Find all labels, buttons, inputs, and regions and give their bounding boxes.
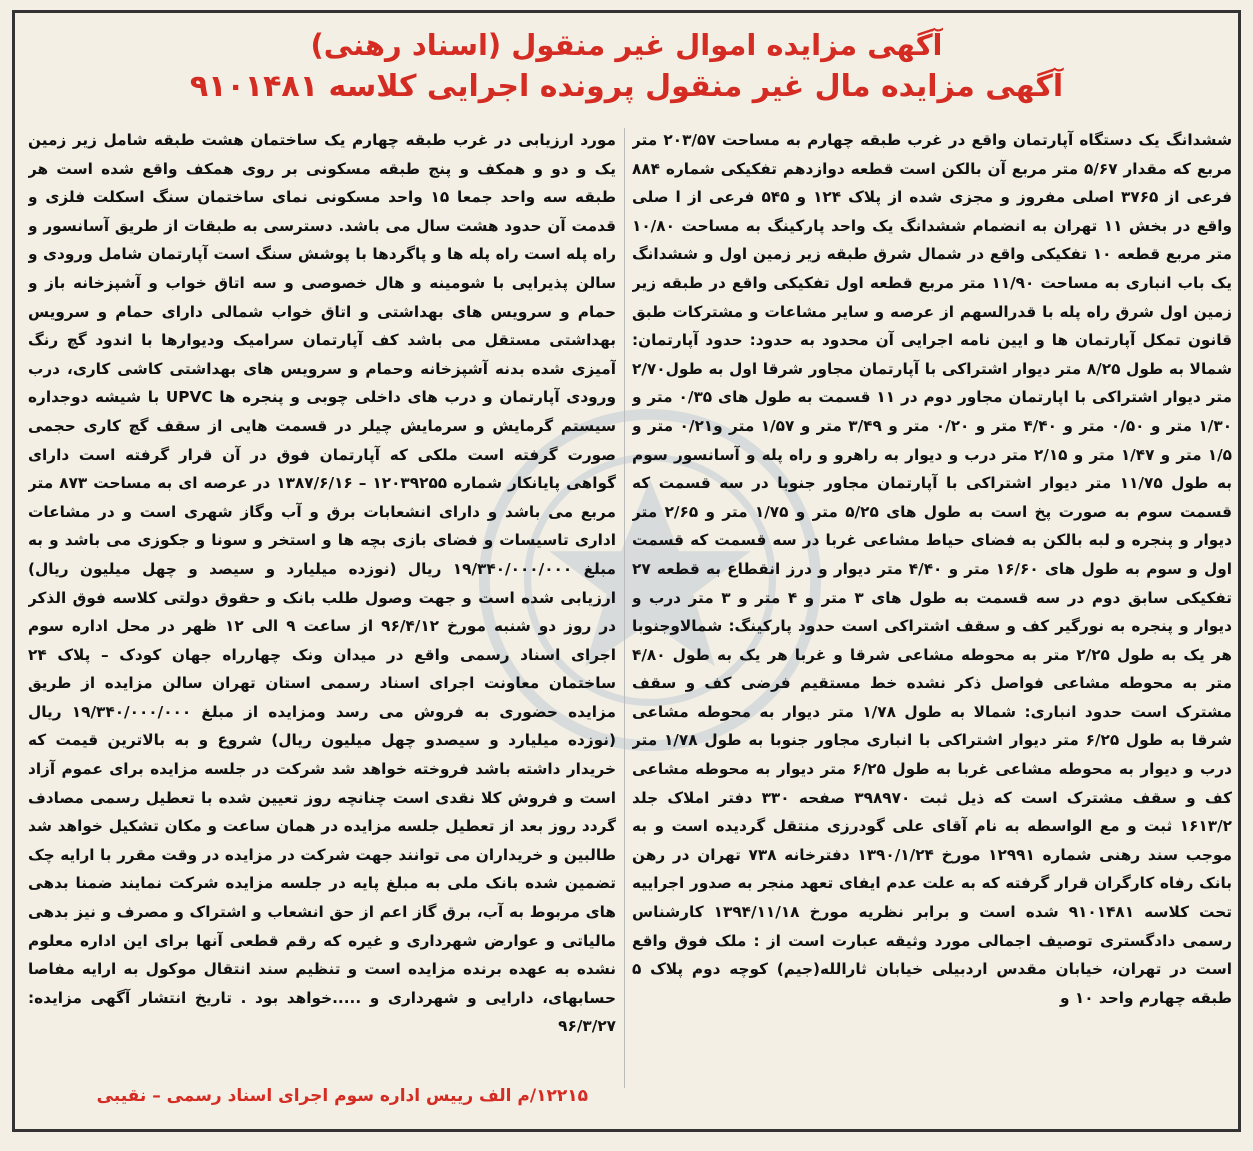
body-column-left: مورد ارزیابی در غرب طبقه چهارم یک ساختمان هشت طبقه شامل زیر زمین یک و دو و همکف و پنج طبقه مسکونی بر روی همکف واقع شده است هر طبقه سه واحد جمعا ۱۵ واحد مسکونی نمای ساختمان سنگ اسکلت فلزی و قدمت آن حدود هشت سال می باشد. دسترسی به طبقات از طریق آسانسور و راه پله است راه پله ها و پاگردها با پوشش سنگ است آپارتمان شامل ورودی و سالن پذیرایی با شومینه و هال خصوصی و سه اتاق خواب و آشپزخانه باز و حمام و سرویس های بهداشتی و اتاق خواب شمالی دارای حمام و سرویس بهداشتی مستقل می باشد کف آپارتمان سرامیک ودیوارها با اندود گچ رنگ آمیزی شده بدنه آشپزخانه وحمام و سرویس های بهداشتی کاشی کاری، درب ورودی آپارتمان و درب های داخلی چوبی و پنجره ها UPVC با شیشه دوجداره سیستم گرمایش و سرمایش چیلر در قسمت هایی از سقف گچ کاری حجمی صورت گرفته است ملکی که آپارتمان فوق در آن قرار گرفته است دارای گواهی پایانکار شماره ۱۲۰۳۹۲۵۵ – ۱۳۸۷/۶/۱۶ در عرصه ای به مساحت ۸۷۳ متر مربع می باشد و دارای انشعابات برق و آب وگاز شهری است و در مشاعات اداری تاسیسات و فضای بازی بچه ها و استخر و سونا و جکوزی می باشد و به مبلغ ۱۹/۳۴۰/۰۰۰/۰۰۰ ریال (نوزده میلیارد و سیصد و چهل میلیون ریال) ارزیابی شده است و جهت وصول طلب بانک و حقوق دولتی کلاسه فوق الذکر در روز دو شنبه مورخ ۹۶/۴/۱۲ از ساعت ۹ الی ۱۲ ظهر در محل اداره سوم اجرای اسناد رسمی واقع در میدان ونک چهارراه جهان کودک – پلاک ۲۴ ساختمان معاونت اجرای اسناد رسمی استان تهران سالن مزایده از طریق مزایده حضوری به فروش می رسد ومزایده از مبلغ ۱۹/۳۴۰/۰۰۰/۰۰۰ ریال (نوزده میلیارد و سیصدو چهل میلیون ریال) شروع و به بالاترین قیمت که خریدار داشته باشد فروخته خواهد شد شرکت در جلسه مزایده برای عموم آزاد است و فروش کلا نقدی است چنانچه روز تعیین شده با تعطیل رسمی مصادف گردد روز بعد از تعطیل جلسه مزایده در همان ساعت و مکان تشکیل خواهد شد طالبین و خریداران می توانند جهت شرکت در مزایده در وقت مقرر با ارایه چک تضمین شده بانک ملی به مبلغ پایه در جلسه مزایده شرکت نمایند ضمنا بدهی های مربوط به آب، برق گاز اعم از حق انشعاب و اشتراک و مصرف و نیز بدهی مالیاتی و عوارض شهرداری و غیره که رقم قطعی آنها برای این اداره معلوم نشده به عهده برنده مزایده است و تنظیم سند انتقال موکول به ارایه مفاصا حسابهای، دارایی و شهرداری و .....خواهد بود . تاریخ انتشار آگهی مزایده: ۹۶/۳/۲۷: [28, 131, 616, 1036]
notice-title: آگهی مزایده اموال غیر منقول (اسناد رهنی): [310, 28, 943, 62]
body-column-right: ششدانگ یک دستگاه آپارتمان واقع در غرب طبقه چهارم به مساحت ۲۰۳/۵۷ متر مربع که مقدار ۵/۶۷ متر مربع آن بالکن است قطعه دوازدهم تفکیکی شماره ۸۸۴ فرعی از ۳۷۶۵ اصلی مفروز و مجزی شده از پلاک ۱۲۴ و ۵۴۵ فرعی از ا صلی واقع در بخش ۱۱ تهران به انضمام ششدانگ یک واحد پارکینگ به مساحت ۱۰/۸۰ متر مربع قطعه ۱۰ تفکیکی واقع در شمال شرق طبقه زیر زمین اول و ششدانگ یک باب انباری به مساحت ۱۱/۹۰ متر مربع قطعه اول تفکیکی واقع در طبقه زیر زمین اول شرق راه پله با قدرالسهم از عرصه و سایر مشاعات و مشترکات طبق قانون تمکل آپارتمان ها و ایین نامه اجرایی آن محدود به حدود: حدود آپارتمان: شمالا به طول ۸/۲۵ متر دیوار اشتراکی با آپارتمان مجاور شرقا اول به طول۲/۷۰ متر دیوار اشتراکی با اپارتمان مجاور دوم در ۱۱ قسمت به طول های ۰/۳۵ متر و ۱/۳۰ متر و ۰/۵۰ متر و ۴/۴۰ متر و ۰/۲۰ متر و ۳/۴۹ متر و ۱/۵۷ متر و۰/۲۱ متر و ۱/۵ متر و ۱/۴۷ متر و ۲/۱۵ متر درب و دیوار به راهرو و راه پله و آسانسور سوم به طول ۱۱/۷۵ متر دیوار اشتراکی با آپارتمان مجاور جنوبا در سه قسمت که قسمت سوم به صورت پخ است به طول های ۵/۲۵ متر و ۱/۷۵ متر و ۲/۶۵ متر دیوار و پنجره و لبه بالکن به فضای حیاط مشاعی غربا در سه قسمت که قسمت اول و سوم به طول های ۱۶/۶۰ متر و ۴/۴۰ متر دیوار و درز انقطاع به قطعه ۲۷ تفکیکی سابق دوم در سه قسمت به طول های ۳ متر و ۴ متر و ۳ متر درب و دیوار و پنجره به نورگیر کف و سقف اشتراکی است حدود پارکینگ: شمالاوجنوبا هر یک به طول ۲/۲۵ متر به محوطه مشاعی شرقا و غربا هر یک به طول ۴/۸۰ متر به محوطه مشاعی فواصل ذکر نشده خط مستقیم فرضی کف و سقف مشترک است حدود انباری: شمالا به طول ۱/۷۸ متر دیوار به محوطه مشاعی شرقا به طول ۶/۲۵ متر دیوار اشتراکی با انباری مجاور جنوبا به طول ۱/۷۸ متر درب و دیوار به محوطه مشاعی غربا به طول ۶/۲۵ متر دیوار به محوطه مشاعی کف و سقف مشترک است که ذیل ثبت ۳۹۸۹۷۰ صفحه ۳۳۰ دفتر املاک جلد ۱۶۱۳/۲ ثبت و مع الواسطه به نام آقای علی گودرزی منتقل گردیده است و به موجب سند رهنی شماره ۱۲۹۹۱ مورخ ۱۳۹۰/۱/۲۴ دفترخانه ۷۳۸ تهران در رهن بانک رفاه کارگران قرار گرفته که به علت عدم ایفای تعهد منجر به صدور اجراییه تحت کلاسه ۹۱۰۱۴۸۱ شده است و برابر نظریه مورخ ۱۳۹۴/۱۱/۱۸ کارشناس رسمی دادگستری توصیف اجمالی مورد وثیقه عبارت است از : ملک فوق واقع است در تهران، خیابان مقدس اردبیلی خیابان ثارالله(جیم) کوچه دوم پلاک ۵ طبقه چهارم واحد ۱۰ و: [632, 131, 1232, 1007]
notice-header: [0, 24, 1253, 108]
notice-subtitle: آگهی مزایده مال غیر منقول پرونده اجرایی کلاسه ۹۱۰۱۴۸۱: [189, 69, 1064, 104]
column-divider: [624, 128, 625, 1088]
notice-signature: ۱۲۲۱۵/م الف رییس اداره سوم اجرای اسناد رسمی – نقیبی: [96, 1086, 588, 1106]
